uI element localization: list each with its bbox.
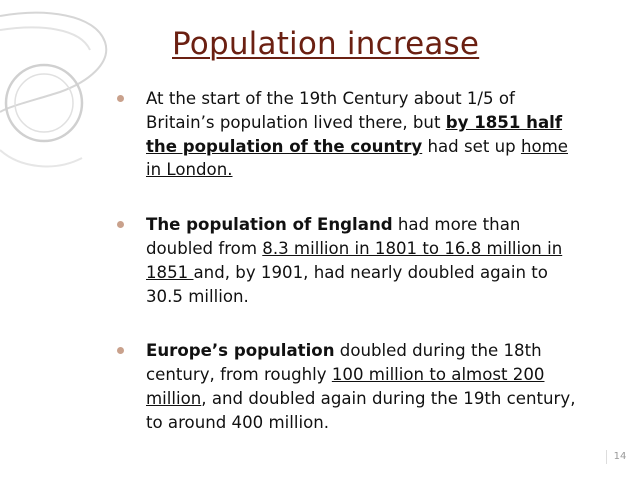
bullet-item: [114, 87, 584, 182]
bullet-dot-icon: [117, 221, 124, 228]
bullet-text-segment: had set up: [422, 136, 521, 156]
slide-title: [172, 26, 479, 62]
bullet-text-segment: and, by 1901, had nearly doubled again to 30.5 million.: [146, 262, 548, 306]
bullet-text-segment: 100 million to almost 200 million: [146, 365, 545, 408]
bullet-text-segment: , and doubled again during the 19th century, to around 400 million.: [146, 388, 576, 432]
bullet-list: [114, 87, 584, 466]
bullet-text-segment: had more than doubled from: [146, 215, 521, 258]
bullet-item: [114, 213, 584, 308]
bullet-item: [114, 339, 584, 434]
bullet-text-segment: doubled during the 18th century, from roughly: [146, 341, 542, 385]
bullet-text-segment: Europe’s population: [146, 341, 335, 361]
bullet-text-segment: At the start of the 19th Century about 1/5 of Britain’s population lived there, but: [146, 89, 515, 132]
bullet-text-segment: The population of England: [146, 215, 393, 235]
bullet-text-segment: by 1851 half the population of the country: [146, 112, 563, 156]
bullet-text-segment: home in London.: [146, 136, 568, 180]
slide-title-text: Population increase: [172, 26, 480, 62]
bullet-dot-icon: [117, 347, 124, 354]
page-number: 14: [606, 450, 631, 464]
bullet-text-segment: 8.3 million in 1801 to 16.8 million in 1851: [146, 238, 563, 282]
bullet-dot-icon: [117, 95, 124, 102]
